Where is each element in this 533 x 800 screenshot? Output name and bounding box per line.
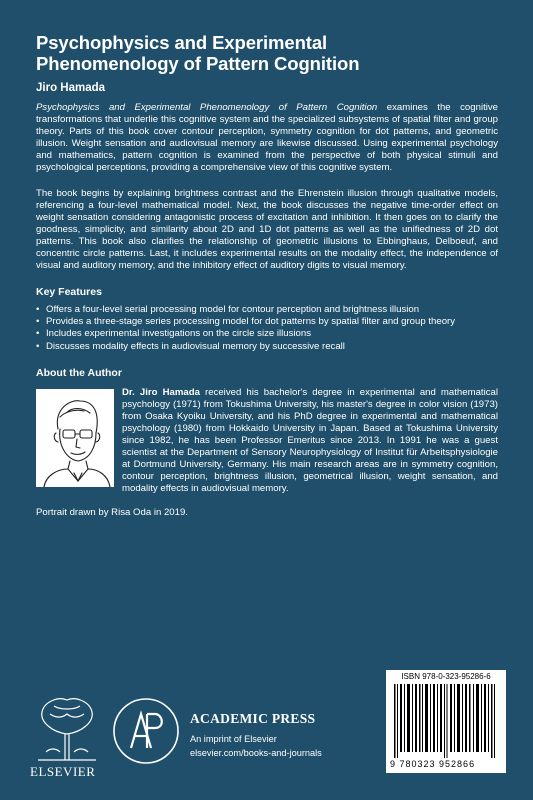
portrait-drawing	[36, 389, 114, 487]
barcode-icon	[394, 684, 498, 758]
author-bio-name: Dr. Jiro Hamada	[122, 386, 200, 398]
back-cover-content	[36, 32, 498, 518]
title-line-2: Phenomenology of Pattern Cognition	[36, 53, 360, 74]
portrait-caption: Portrait drawn by Risa Oda in 2019.	[36, 507, 188, 519]
title-line-1: Psychophysics and Experimental	[36, 32, 328, 53]
isbn-barcode	[386, 670, 506, 773]
book-title-italic: Psychophysics and Experimental Phenomenology of Pattern Cognition	[36, 102, 378, 113]
key-features-list	[36, 304, 498, 352]
author-name: Jiro Hamada	[36, 82, 106, 94]
imprint-text: An imprint of Elsevier	[190, 734, 277, 744]
list-item: • Discusses modality effects in audiovisual memory by successive recall	[36, 341, 498, 353]
isbn-label: ISBN 978-0-323-95286-6	[401, 672, 491, 681]
academic-press-name: ACADEMIC PRESS	[190, 711, 316, 726]
barcode-digits: 9 780323 952866	[390, 759, 476, 769]
publisher-url: elsevier.com/books-and-journals	[190, 748, 322, 758]
description-paragraph-1	[36, 102, 498, 175]
list-item: • Offers a four-level serial processing model for contour perception and brightness illusion	[36, 304, 498, 316]
description-p1-text: examines the cognitive transformations that underlie this cognitive system and the specialized subsystems of spatial filter and group theory. Parts of this book cover contour perception, symmetry cognition for dot patterns, and geometric illusion. Weight sensation and audiovisual memory are likewise discussed. Using experimental psychology and mathematics, pattern cognition is examined from the perspective of both physical stimuli and psychological perceptions, providing a comprehensive view of this cognitive system.	[36, 102, 499, 174]
elsevier-tree-logo	[32, 692, 102, 762]
book-title	[36, 32, 498, 74]
list-item: • Provides a three-stage series processing model for dot patterns by spatial filter and group theory	[36, 316, 498, 328]
list-item: • Includes experimental investigations on the circle size illusions	[36, 328, 498, 340]
author-bio-text: received his bachelor's degree in experimental and mathematical psychology (1971) from Tokushima University, his master's degree in color vision (1973) from Osaka Kyoiku University, and his PhD degree in experimental and mathematical psychology (1980) from Hokkaido University in Japan. Based at Tokushima University since 1982, he has been Professor Emeritus since 2013. In 1991 he was a guest scientist at the Department of Sensory Neurophysiology of Institut für Arbeitsphysiologie at Dortmund University, Germany. His main research areas are in symmetry cognition, contour perception, brightness illusion, geometrical illusion, weight sensation, and modality effects in audiovisual memory.	[122, 386, 498, 495]
description-paragraph-2: The book begins by explaining brightness contrast and the Ehrenstein illusion through qualitative models, referencing a four-level mathematical model. Next, the book discusses the negative time-order effect on weight sensation considering antagonistic process of excitation and inhibition. It then goes on to clarify the goodness, simplicity, and similarity about 2D and 1D dot patterns as well as the unifiedness of 2D dot patterns. This book also clarifies the relationship of geometric illusions to Ebbinghaus, Delboeuf, and concentric circle patterns. Last, it includes experimental results on the modality effect, the independence of visual and auditory memory, and the inhibitory effect of auditory digits to visual memory.	[36, 187, 498, 272]
author-bio	[36, 387, 498, 496]
about-author-heading: About the Author	[36, 366, 122, 379]
academic-press-logo	[111, 696, 181, 766]
author-portrait	[36, 389, 114, 487]
key-features-heading: Key Features	[36, 286, 102, 299]
elsevier-wordmark: ELSEVIER	[30, 764, 96, 779]
